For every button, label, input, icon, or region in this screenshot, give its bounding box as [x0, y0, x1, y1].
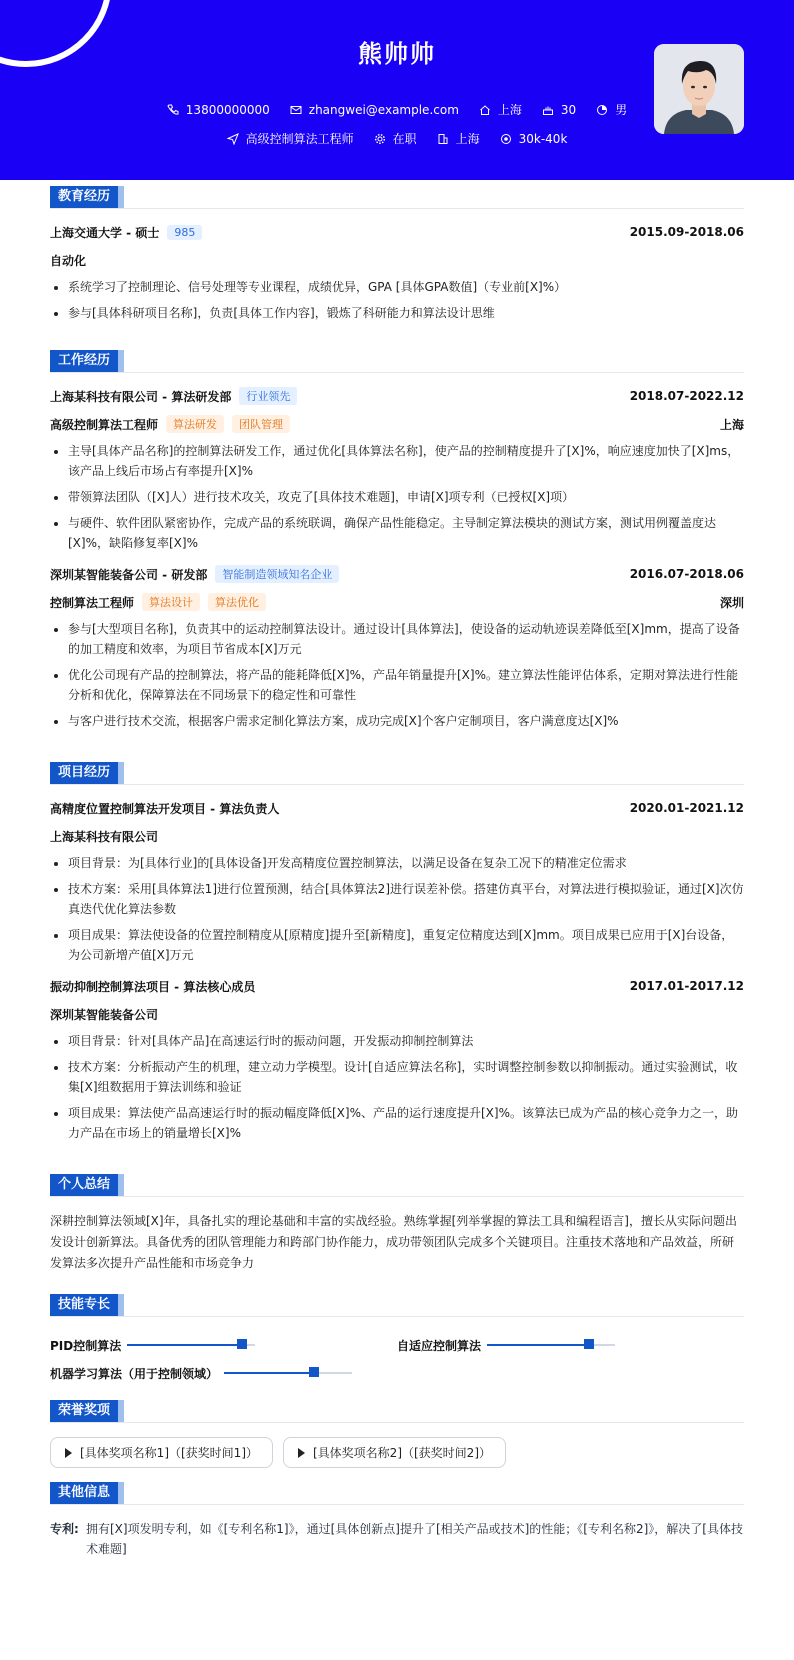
projects-section-title: 项目经历: [50, 762, 744, 785]
phone-text: 13800000000: [185, 102, 270, 117]
education-section-title: 教育经历: [50, 186, 744, 209]
list-item: • 项目背景：针对[具体产品]在高速运行时的振动问题，开发振动抑制控制算法: [68, 1031, 744, 1051]
send-icon: [227, 133, 239, 145]
job-role-line: [50, 415, 744, 433]
list-item: • 主导[具体产品名称]的控制算法研发工作，通过优化[具体算法名称]，使产品的控制精度提升了[X]%，响应速度加快了[X]ms，该产品上线后市场占有率提升[X]%: [68, 441, 744, 481]
company-name: 深圳某智能装备公司 - 研发部: [50, 567, 208, 582]
skill-name: 机器学习算法（用于控制领域）: [50, 1366, 219, 1381]
education-section: [50, 186, 744, 329]
project-period: 2020.01-2021.12: [629, 801, 744, 815]
job-role: 控制算法工程师: [50, 595, 135, 610]
education-list: [50, 277, 744, 323]
job-entry: [50, 387, 744, 553]
project-details: [50, 853, 744, 965]
major: 自动化: [50, 253, 87, 268]
project-org: 深圳某智能装备公司: [50, 1007, 159, 1022]
age-info: [542, 103, 576, 117]
skill-level-marker: [237, 1339, 247, 1349]
awards-list: [50, 1437, 744, 1468]
city-info: [437, 130, 480, 147]
job-duties: [50, 619, 744, 731]
job-header: [50, 565, 744, 583]
salary-info: [500, 132, 568, 146]
award-text: [具体奖项名称2]（[获奖时间2]）: [313, 1446, 491, 1460]
job-entry: [50, 565, 744, 731]
avatar: [654, 44, 744, 134]
status-text: 在职: [392, 132, 417, 146]
company-tag: 行业领先: [239, 387, 297, 405]
gender-info: [596, 101, 627, 118]
position-text: 高级控制算法工程师: [245, 132, 354, 146]
list-item: • 技术方案：分析振动产生的机理，建立动力学模型。设计[自适应算法名称]，实时调整控制参数以抑制振动。通过实验测试，收集[X]组数据用于算法训练和验证: [68, 1057, 744, 1097]
list-item: • 参与[大型项目名称]，负责其中的运动控制算法设计。通过设计[具体算法]，使设备的运动轨迹误差降低至[X]mm，提高了设备的加工精度和效率，为项目节省成本[X]万元: [68, 619, 744, 659]
school-tag: 985: [167, 225, 202, 240]
awards-section: [50, 1400, 744, 1468]
award-text: [具体奖项名称1]（[获奖时间1]）: [80, 1446, 258, 1460]
salary-text: 30k-40k: [518, 131, 568, 146]
skills-list: [50, 1331, 744, 1387]
award-item: [50, 1437, 273, 1468]
mail-icon: [290, 104, 302, 116]
role-tag: 算法设计: [142, 593, 200, 611]
position-info: [227, 130, 354, 147]
job-role-line: [50, 593, 744, 611]
avatar-portrait: [654, 44, 744, 134]
gender-text: 男: [615, 103, 628, 117]
phone-icon: [167, 104, 179, 116]
skill-bar: [487, 1344, 615, 1346]
job-city: 上海: [719, 417, 744, 432]
skill-item: [50, 1331, 397, 1359]
role-tag: 算法优化: [208, 593, 266, 611]
project-header: [50, 977, 744, 995]
school-name: 上海交通大学 - 硕士: [50, 225, 160, 240]
list-item: • 优化公司现有产品的控制算法，将产品的能耗降低[X]%，产品年销量提升[X]%。建立算法性能评估体系，定期对算法进行性能分析和优化，保障算法在不同场景下的稳定性和可靠性: [68, 665, 744, 705]
work-section: [50, 350, 744, 743]
summary-section-title: 个人总结: [50, 1174, 744, 1197]
patent-info: [50, 1519, 744, 1559]
skills-section-title: 技能专长: [50, 1294, 744, 1317]
list-item: • 参与[具体科研项目名称]，负责[具体工作内容]，锻炼了科研能力和算法设计思维: [68, 303, 744, 323]
resume-header: [0, 0, 794, 180]
project-name: 高精度位置控制算法开发项目 - 算法负责人: [50, 801, 280, 816]
list-item: • 与客户进行技术交流，根据客户需求定制化算法方案，成功完成[X]个客户定制项目，客户满意度达[X]%: [68, 711, 744, 731]
education-period: 2015.09-2018.06: [629, 225, 744, 239]
list-item: • 带领算法团队（[X]人）进行技术攻关，攻克了[具体技术难题]，申请[X]项专利（已授权[X]项）: [68, 487, 744, 507]
role-tag: 算法研发: [166, 415, 224, 433]
award-item: [283, 1437, 506, 1468]
city-text: 上海: [455, 132, 480, 146]
project-name: 振动抑制控制算法项目 - 算法核心成员: [50, 979, 256, 994]
project-entry: [50, 799, 744, 965]
job-duties: [50, 441, 744, 553]
patent-label: 专利:: [50, 1522, 79, 1536]
coin-icon: [500, 133, 512, 145]
projects-section: [50, 762, 744, 1155]
patent-text: 拥有[X]项发明专利，如《[专利名称1]》，通过[具体创新点]提升了[相关产品或技术]的性能；《[专利名称2]》，解决了[具体技术难题]: [86, 1522, 743, 1556]
gear-icon: [374, 133, 386, 145]
work-section-title: 工作经历: [50, 350, 744, 373]
phone-info: [167, 103, 270, 117]
status-info: [374, 130, 417, 147]
project-entry: [50, 977, 744, 1143]
job-role: 高级控制算法工程师: [50, 417, 159, 432]
building-icon: [437, 133, 449, 145]
skill-name: 自适应控制算法: [397, 1338, 482, 1353]
job-period: 2016.07-2018.06: [629, 567, 744, 581]
awards-section-title: 荣誉奖项: [50, 1400, 744, 1423]
skill-item: [50, 1359, 397, 1387]
list-item: • 项目成果：算法使设备的位置控制精度从[原精度]提升至[新精度]，重复定位精度达到[X]mm。项目成果已应用于[X]台设备，为公司新增产值[X]万元: [68, 925, 744, 965]
other-section-title: 其他信息: [50, 1482, 744, 1505]
age-text: 30: [560, 102, 577, 117]
skill-name: PID控制算法: [50, 1338, 122, 1353]
list-item: • 项目背景：为[具体行业]的[具体设备]开发高精度位置控制算法，以满足设备在复杂工况下的精准定位需求: [68, 853, 744, 873]
skill-item: [397, 1331, 744, 1359]
list-item: • 项目成果：算法使产品高速运行时的振动幅度降低[X]%、产品的运行速度提升[X]%。该算法已成为产品的核心竞争力之一，助力产品在市场上的销量增长[X]%: [68, 1103, 744, 1143]
email-info: [290, 103, 459, 117]
project-org: 上海某科技有限公司: [50, 829, 159, 844]
list-item: • 技术方案：采用[具体算法1]进行位置预测，结合[具体算法2]进行误差补偿。搭建仿真平台，对算法进行模拟验证，通过[X]次仿真迭代优化算法参数: [68, 879, 744, 919]
job-header: [50, 387, 744, 405]
list-item: • 与硬件、软件团队紧密协作，完成产品的系统联调，确保产品性能稳定。主导制定算法模块的测试方案，测试用例覆盖度达[X]%，缺陷修复率[X]%: [68, 513, 744, 553]
skill-bar: [127, 1344, 255, 1346]
education-header: [50, 223, 744, 241]
role-tag: 团队管理: [232, 415, 290, 433]
project-header: [50, 799, 744, 817]
project-details: [50, 1031, 744, 1143]
skill-level-marker: [309, 1367, 319, 1377]
company-name: 上海某科技有限公司 - 算法研发部: [50, 389, 232, 404]
gender-icon: [596, 104, 608, 116]
company-tag: 智能制造领域知名企业: [215, 565, 339, 583]
skill-bar: [224, 1372, 352, 1374]
list-item: • 系统学习了控制理论、信号处理等专业课程，成绩优异，GPA [具体GPA数值]（专业前[X]%）: [68, 277, 744, 297]
project-period: 2017.01-2017.12: [629, 979, 744, 993]
location-text: 上海: [497, 103, 522, 117]
summary-text: 深耕控制算法领域[X]年，具备扎实的理论基础和丰富的实战经验。熟练掌握[列举掌握的算法工具和编程语言]，擅长从实际问题出发设计创新算法。具备优秀的团队管理能力和跨部门协作能力，成功带领团队完成多个关键项目。注重技术落地和产品效益，所研发算法多次提升产品性能和市场竞争力: [50, 1214, 737, 1270]
home-icon: [479, 104, 491, 116]
job-period: 2018.07-2022.12: [629, 389, 744, 403]
other-section: [50, 1482, 744, 1559]
play-icon: [298, 1448, 305, 1458]
candidate-name: 熊帅帅: [358, 40, 436, 68]
job-city: 深圳: [719, 595, 744, 610]
skill-level-marker: [584, 1339, 594, 1349]
location-info: [479, 101, 522, 118]
cake-icon: [542, 104, 554, 116]
skills-section: [50, 1294, 744, 1387]
email-text: zhangwei@example.com: [308, 102, 459, 117]
summary-section: [50, 1174, 744, 1274]
play-icon: [65, 1448, 72, 1458]
